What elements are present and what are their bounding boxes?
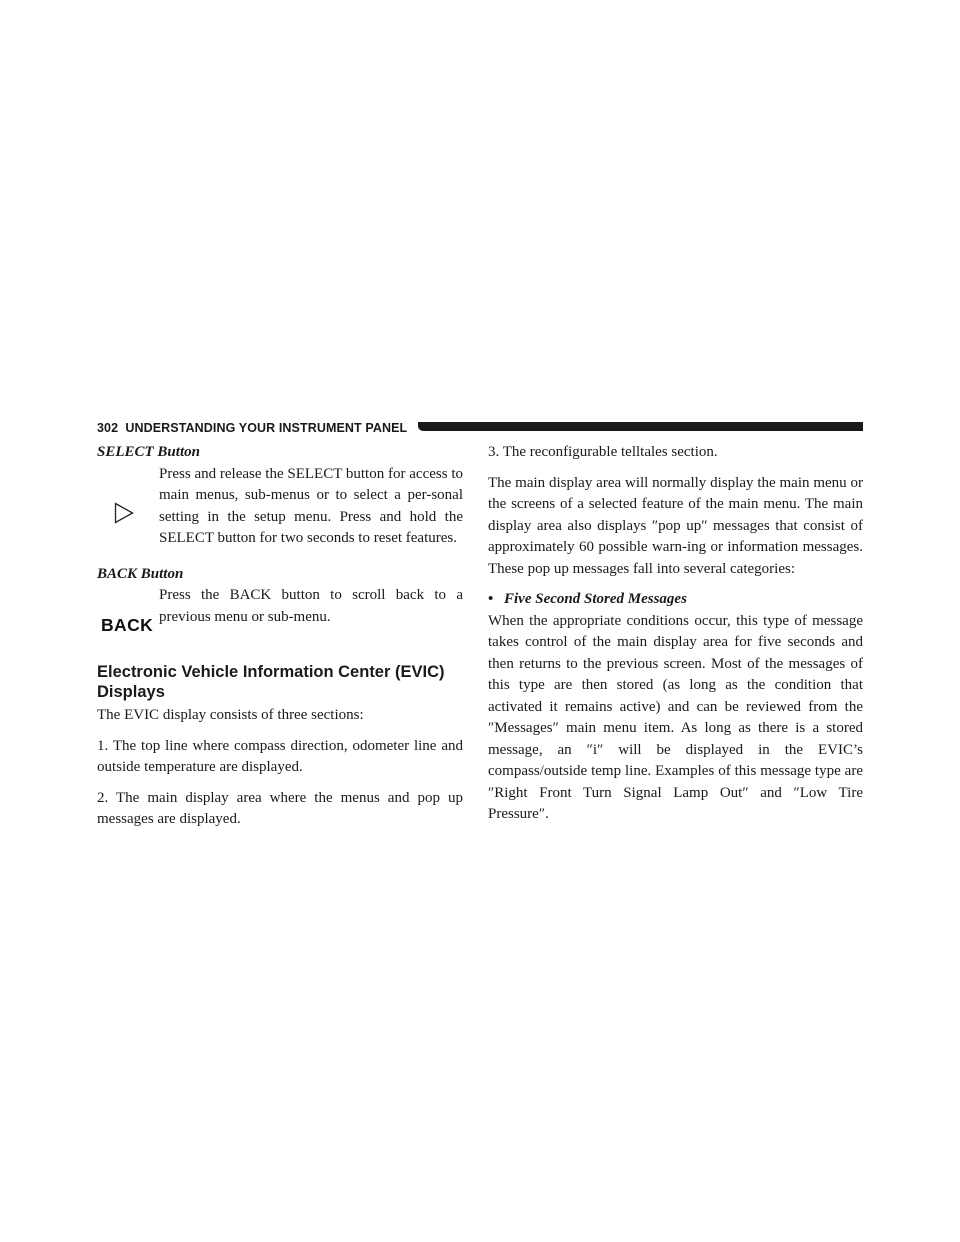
section-title: Electronic Vehicle Information Center (EVIC) Displays: [97, 663, 445, 701]
left-column: [97, 442, 463, 840]
main-display-paragraph: The main display area will normally display the main menu or the screens of a selected feature of the main menu. The main display area also displays ″pop up″ messages that consist of approximately 60 possible warn-ing or information messages. These pop up messages fall into several categories:: [488, 474, 863, 577]
back-button-description: Press the BACK button to scroll back to a previous menu or sub-menu.: [159, 587, 463, 625]
bullet-label: Five Second Stored Messages: [504, 591, 687, 607]
back-button-block: [97, 585, 463, 635]
bullet-dot-icon: •: [488, 591, 494, 607]
back-text-icon: BACK: [101, 615, 154, 635]
evic-intro: The EVIC display consists of three sections:: [97, 707, 364, 723]
page-number: 302: [97, 421, 119, 435]
bullet-item: [488, 589, 863, 611]
select-button-heading: SELECT Button: [97, 444, 200, 460]
page-header: [97, 418, 863, 438]
select-triangle-icon: [114, 502, 134, 524]
right-column: [488, 442, 863, 835]
header-text: [97, 418, 407, 438]
evic-item-2: 2. The main display area where the menus and pop up messages are displayed.: [97, 789, 463, 827]
stored-messages-paragraph: When the appropriate conditions occur, this type of message takes control of the main display area for five seconds and then returns to the previous screen. Most of the messages of this type are then stored (as long as the condition that activated it remains active) and can be reviewed from the ″Messages″ main menu item. As long as there is a stored message, an ″i″ will be displayed in the EVIC’s compass/outside temp line. Examples of this message type are ″Right Front Turn Signal Lamp Out″ and ″Low Tire Pressure″.: [488, 612, 863, 822]
select-button-block: [97, 464, 463, 550]
evic-item-3: 3. The reconfigurable telltales section.: [488, 444, 718, 460]
header-rule: [418, 422, 863, 431]
evic-item-1: 1. The top line where compass direction, odometer line and outside temperature are displayed.: [97, 737, 463, 775]
back-button-heading: BACK Button: [97, 565, 184, 582]
select-button-description: Press and release the SELECT button for access to main menus, sub-menus or to select a per-sonal setting in the setup menu. Press and hold the SELECT button for two seconds to reset features.: [159, 465, 463, 546]
header-title: UNDERSTANDING YOUR INSTRUMENT PANEL: [125, 421, 408, 435]
